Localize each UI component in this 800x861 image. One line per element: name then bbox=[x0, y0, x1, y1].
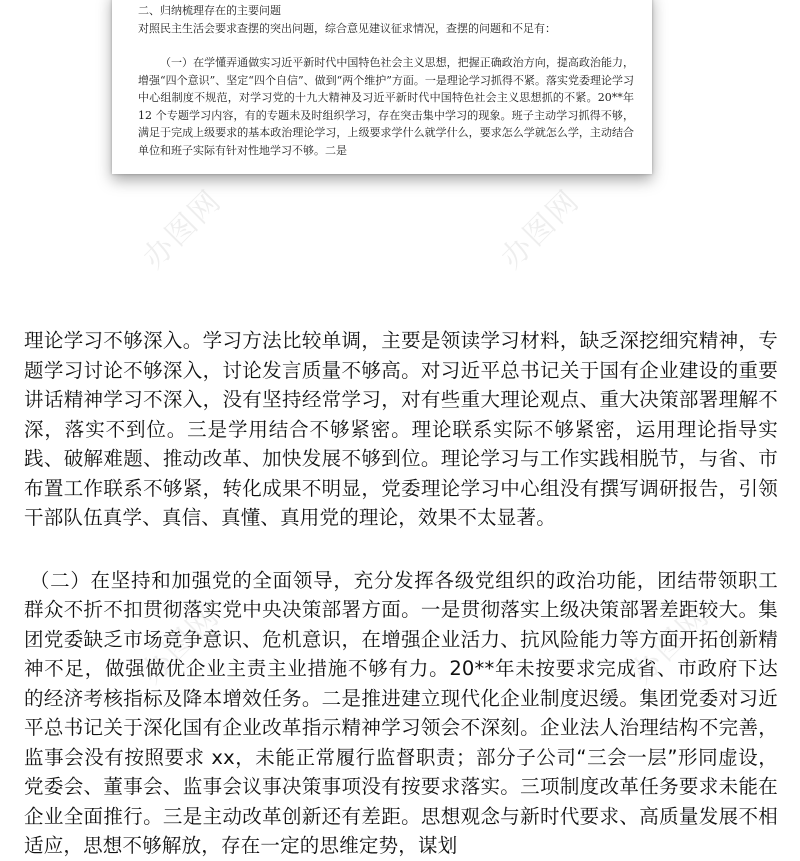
document-preview-area bbox=[0, 0, 800, 240]
watermark: 办图网 bbox=[134, 598, 227, 691]
preview-section-heading: 二、归纳梳理存在的主要问题 bbox=[138, 4, 281, 17]
body-paragraph: （二）在坚持和加强党的全面领导，充分发挥各级党组织的政治功能，团结带领职工群众不折不扣贯彻落实党中央决策部署方面。一是贯彻落实上级决策部署差距较大。集团党委缺乏市场竞争意识、危机意识，在增强企业活力、抗风险能力等方面开拓创新精神不足，做强做优企业主责主业措施不够有力。20**年未按要求完成省、市政府下达的经济考核指标及降本增效任务。二是推进建立现代化企业制度迟缓。集团党委对习近平总书记关于深化国有企业改革指示精神学习领会不深刻。企业法人治理结构不完善，监事会没有按照要求 xx，未能正常履行监督职责；部分子公司“三会一层”形同虚设，党委会、董事会、监事会议事决策事项没有按要求落实。三项制度改革任务要求未能在企业全面推行。三是主动改革创新还有差距。思想观念与新时代要求、高质量发展不相适应，思想不够解放，存在一定的思维定势，谋划 bbox=[24, 568, 778, 857]
body-paragraph: 理论学习不够深入。学习方法比较单调，主要是领读学习材料，缺乏深挖细究精神，专题学习讨论不够深入，讨论发言质量不够高。对习近平总书记关于国有企业建设的重要讲话精神学习不深入，没有坚持经常学习，对有些重大理论观点、重大决策部署理解不深，落实不到位。三是学用结合不够紧密。理论联系实际不够紧密，运用理论指导实践、破解难题、推动改革、加快发展不够到位。理论学习与工作实践相脱节，与省、市布置工作联系不够紧，转化成果不明显，党委理论学习中心组没有撰写调研报告，引领干部队伍真学、真信、真懂、真用党的理论，效果不太显著。 bbox=[24, 329, 778, 529]
document-preview-card bbox=[112, 0, 652, 174]
preview-paragraph: （一）在学懂弄通做实习近平新时代中国特色社会主义思想，把握正确政治方向，提高政治能力，增强“四个意识”、坚定“四个自信”、做到“两个维护”方面。一是理论学习抓得不紧。落实党委理论学习中心组制度不规范，对学习党的十九大精神及习近平新时代中国特色社会主义思想抓的不紧。20**年 12 个专题学习内容，有的专题未及时组织学习，存在突击集中学习的现象。班子主动学习抓得不够，满足于完成上级要求的基本政治理论学习，上级要求学什么就学什么，要求怎么学就怎么学，主动结合单位和班子实际有针对性地学习不够。二是 bbox=[138, 56, 634, 157]
document-body bbox=[24, 326, 778, 861]
preview-lead-text: 对照民主生活会要求查摆的突出问题，综合意见建议征求情况，查摆的问题和不足有： bbox=[138, 22, 556, 35]
watermark: 办图网 bbox=[624, 598, 717, 691]
paragraph-spacer bbox=[24, 533, 778, 566]
